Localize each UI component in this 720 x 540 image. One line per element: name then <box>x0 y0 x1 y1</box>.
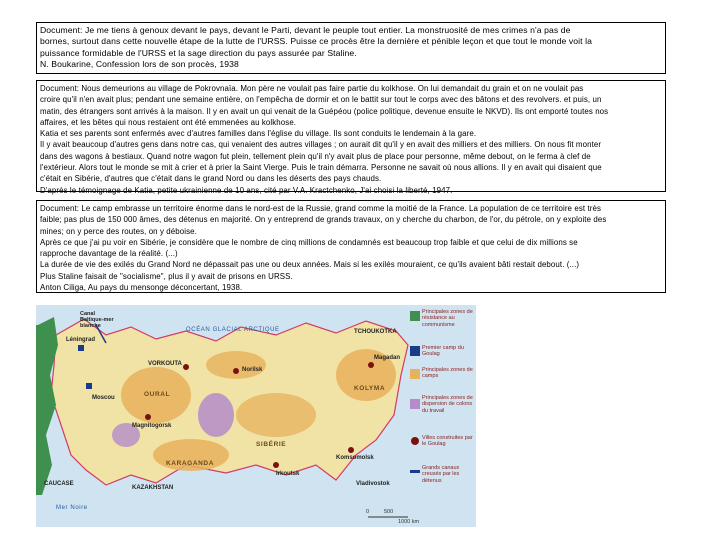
legend-swatch-camp-zones <box>410 369 420 379</box>
doc-line: Document: Je me tiens à genoux devant le pays, devant le Parti, devant le peuple tout entier. La monstruosité de mes crimes n'a pas de <box>40 25 571 35</box>
label-karaganda: KARAGANDA <box>166 460 215 467</box>
document-boukharine <box>36 22 666 74</box>
label-vorkouta: VORKOUTA <box>148 361 182 367</box>
doc-line: Document: Le camp embrasse un territoire énorme dans le nord-est de la Russie, grand comme la moitié de la France. La population de ce territoire est très <box>40 204 601 213</box>
legend-swatch-canals <box>410 470 420 473</box>
doc-line: affaires, et les bêtes qui nous restaient ont été emmenées au kolkhose. <box>40 117 297 127</box>
doc-line: faible; pas plus de 150 000 âmes, des détenus en majorité. On y entreprend de grands travaux, on y cherche du charbon, de l'or, du pétrole, on y exploite des <box>40 215 607 225</box>
doc-line: dans des wagons à bestiaux. Quand notre wagon fut plein, tellement plein qu'il n'y avait plus de place pour personne, même debout, on le ferma à clef de <box>40 151 591 161</box>
legend-swatch-dispersion <box>410 399 420 409</box>
doc-line: Anton Ciliga, Au pays du mensonge déconcertant, 1938. <box>40 283 243 293</box>
doc-line: puissance formidable de l'URSS et la sage direction du pays assurée par Staline. <box>40 47 357 58</box>
scale-mid: 500 <box>384 509 394 515</box>
label-komsomolsk: Komsomolsk <box>336 455 374 461</box>
legend-swatch-resistance <box>410 311 420 321</box>
label-canal: Canal Baltique-mer blanche <box>80 311 114 329</box>
city-norilsk <box>233 368 239 374</box>
label-kolyma: KOLYMA <box>354 385 386 392</box>
doc-line: mines; on y perce des routes, on y déboise. <box>40 226 197 236</box>
legend-text-camp-zones: Principales zones de camps <box>422 367 473 380</box>
scale-end: 1000 km <box>398 519 420 525</box>
label-irkoutsk: Irkoutsk <box>276 471 300 477</box>
doc-line: N. Boukarine, Confession lors de son procès, 1938 <box>40 59 239 70</box>
city-magnitogorsk <box>145 414 151 420</box>
doc-line: D'après le témoignage de Katia, petite ukrainienne de 10 ans, cité par V.A. Kractchenko, J'ai choisi la liberté, 1947. <box>40 185 453 195</box>
doc-line: Il y avait beaucoup d'autres gens dans notre cas, qui venaient des autres villages ; on aurait dit qu'il y en avait des milliers et des milliers. On nous fit monter <box>40 140 602 150</box>
scale-zero: 0 <box>366 509 370 515</box>
label-ocean: OCÉAN GLACIAL ARCTIQUE <box>186 327 280 333</box>
label-mer-noire: Mer Noire <box>56 505 88 511</box>
map-legend <box>410 305 476 527</box>
doc-line: Plus Staline faisait de "socialisme", plus il y avait de prisons en URSS. <box>40 271 293 281</box>
doc-line: matin, des étrangers sont arrivés à la maison. Il y en avait un qui venait de la Guépéou (police politique, devenue ensuite le NKVD). Ils ont emporté toutes nos <box>40 106 609 116</box>
doc-line: Après ce que j'ai pu voir en Sibérie, je considère que le nombre de cinq millions de condamnés est beaucoup trop faible et que celui de dix millions se <box>40 237 578 247</box>
label-caucase: CAUCASE <box>44 481 74 487</box>
document-ciliga <box>36 200 666 293</box>
label-vladivostok: Vladivostok <box>356 481 390 487</box>
city-komsomolsk <box>348 447 354 453</box>
legend-swatch-cities <box>411 437 419 445</box>
city-vorkouta <box>183 364 189 370</box>
document-katia <box>36 80 666 195</box>
camp-zone-siberie <box>236 393 316 437</box>
legend-text-goulag-camp: Premier camp du Goulag <box>422 345 464 358</box>
label-magadan: Magadan <box>374 355 401 361</box>
city-moscou-marker <box>86 383 92 389</box>
label-kazakhstan: KAZAKHSTAN <box>132 485 174 491</box>
doc-line: La durée de vie des exilés du Grand Nord ne dépassait pas une ou deux années. Mais si les exilés mouraient, ce qu'ils avaient bâti restait debout. (...) <box>40 260 580 270</box>
label-tchoukotka: TCHOUKOTKA <box>354 329 397 335</box>
city-leningrad-marker <box>78 345 84 351</box>
label-leningrad: Léningrad <box>66 337 96 343</box>
camp-zone-norilsk <box>206 351 266 379</box>
legend-text-canals: Grands canaux creusés par les détenus <box>422 465 460 484</box>
doc-line: l'extérieur. Alors tout le monde se mit à crier et à prier la Saint Vierge. Puis le train démarra. Personne ne savait où nous allions. Il y en avait qui disaient que <box>40 163 602 173</box>
label-norilsk: Norilsk <box>242 367 263 373</box>
city-magadan <box>368 362 374 368</box>
doc-line: c'était en Sibérie, d'autres que c'était dans le grand Nord ou dans les déserts des pays chauds. <box>40 174 382 184</box>
legend-text-dispersion: Principales zones de dispersion de colons du travail <box>422 395 473 414</box>
legend-swatch-goulag-camp <box>410 346 420 356</box>
doc-line: rapproche davantage de la réalité. (...) <box>40 249 178 259</box>
dispersion-zone-1 <box>198 393 234 437</box>
label-oural: OURAL <box>144 391 171 398</box>
label-moscou: Moscou <box>92 395 115 401</box>
doc-line: croire qu'il n'en avait plus; pendant une semaine entière, on l'empêcha de dormir et on le battit sur tout le corps avec des bâtons et des revolvers. et puis, un <box>40 95 602 105</box>
doc-line: Document: Nous demeurions au village de Pokrovnaïa. Mon père ne voulait pas faire partie du kolkhose. On lui demandait du grain et on ne voulait pas <box>40 84 584 93</box>
legend-text-cities: Villes construites par le Goulag <box>422 435 473 448</box>
label-siberie: SIBÉRIE <box>256 441 287 448</box>
doc-line: bornes, surtout dans cette nouvelle étape de la lutte de l'URSS. Puisse ce procès être la dernière et pénible leçon et que tout le monde voit la <box>40 36 593 47</box>
label-magnitogorsk: Magnitogorsk <box>132 423 172 429</box>
city-irkoutsk <box>273 462 279 468</box>
doc-line: Katia et ses parents sont enfermés avec d'autres familles dans l'église du village. Ils sont conduits le lendemain à la gare. <box>40 129 477 139</box>
legend-text-resistance: Principales zones de résistance au communisme <box>422 309 473 328</box>
